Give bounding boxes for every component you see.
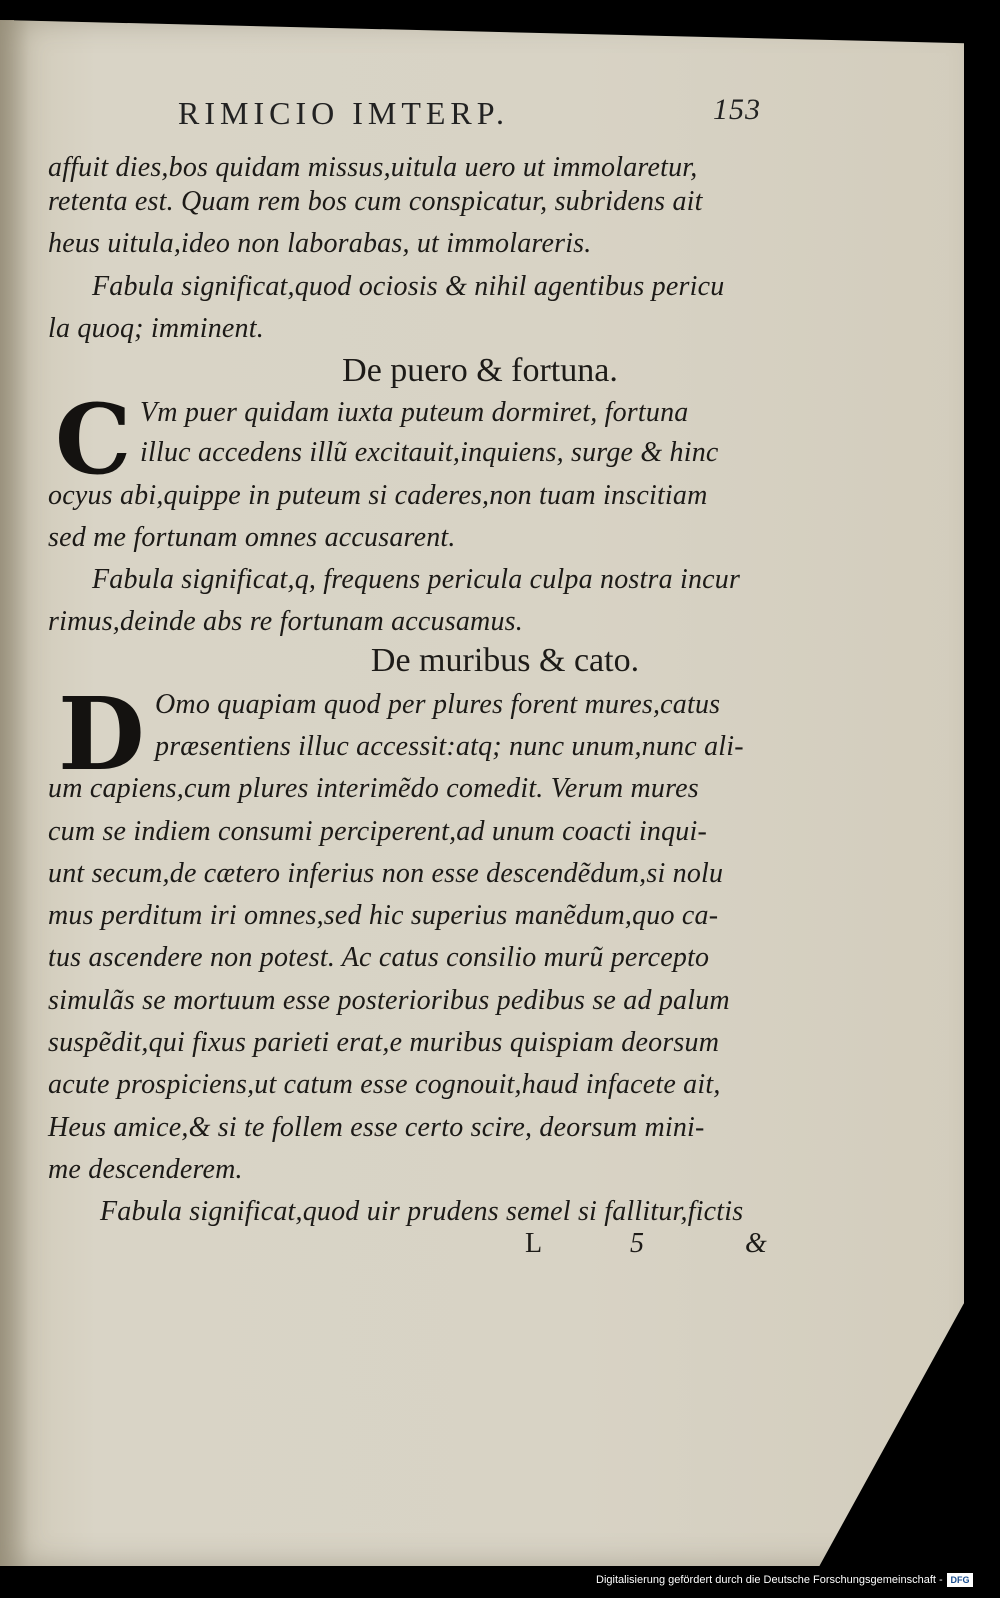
- text-line: rimus,deinde abs re fortunam accusamus.: [48, 606, 523, 637]
- dfg-logo: DFG: [947, 1573, 973, 1587]
- text-line: illuc accedens illũ excitauit,inquiens, surge & hinc: [140, 437, 719, 468]
- initial-letter: C: [55, 383, 132, 496]
- moral-line: Fabula significat,q, frequens pericula culpa nostra incur: [92, 564, 741, 595]
- text-line: ocyus abi,quippe in puteum si caderes,non tuam inscitiam: [48, 480, 708, 511]
- text-line: Omo quapiam quod per plures forent mures,catus: [155, 689, 721, 720]
- text-line: Heus amice,& si te follem esse certo scire, deorsum mini-: [48, 1112, 705, 1143]
- fable-heading: De muribus & cato.: [370, 642, 640, 679]
- running-head: [178, 95, 778, 135]
- text-line: simulãs se mortuum esse posterioribus pedibus se ad palum: [48, 985, 730, 1016]
- text-line: præsentiens illuc accessit:atq; nunc unum,nunc ali-: [155, 731, 744, 762]
- text-line: suspẽdit,qui fixus parieti erat,e muribus quispiam deorsum: [48, 1027, 720, 1058]
- text-line: heus uitula,ideo non laborabas, ut immolareris.: [48, 228, 592, 259]
- text-line: tus ascendere non potest. Ac catus consilio murũ percepto: [48, 942, 710, 973]
- text-line: affuit dies,bos quidam missus,uitula uero ut immolaretur,: [48, 152, 698, 183]
- initial-letter: D: [58, 675, 145, 793]
- signature-mark: L: [525, 1228, 543, 1259]
- text-line: acute prospiciens,ut catum esse cognouit,haud infacete ait,: [48, 1069, 721, 1100]
- digitization-credit: Digitalisierung gefördert durch die Deutsche Forschungsgemeinschaft -: [596, 1574, 943, 1586]
- text-line: Vm puer quidam iuxta puteum dormiret, fortuna: [140, 397, 689, 428]
- text-line: unt secum,de cætero inferius non esse descendẽdum,si nolu: [48, 858, 724, 889]
- text-line: retenta est. Quam rem bos cum conspicatur, subridens ait: [48, 186, 703, 217]
- running-title: RIMICIO IMTERP.: [178, 95, 510, 131]
- text-line: mus perditum iri omnes,sed hic superius manẽdum,quo ca-: [48, 900, 719, 931]
- text-line: la quoq; imminent.: [48, 313, 264, 344]
- text-line: sed me fortunam omnes accusarent.: [48, 522, 456, 553]
- fable-heading: De puero & fortuna.: [342, 352, 618, 389]
- moral-line: Fabula significat,quod ociosis & nihil agentibus pericu: [92, 271, 725, 302]
- text-line: cum se indiem consumi perciperent,ad unum coacti inqui-: [48, 816, 708, 847]
- moral-line: Fabula significat,quod uir prudens semel si fallitur,fictis: [100, 1196, 744, 1227]
- text-line: um capiens,cum plures interimẽdo comedit. Verum mures: [48, 773, 699, 804]
- text-line: me descenderem.: [48, 1154, 243, 1185]
- page-number: 153: [713, 93, 761, 126]
- catchword: &: [745, 1228, 767, 1259]
- signature-number: 5: [630, 1228, 644, 1259]
